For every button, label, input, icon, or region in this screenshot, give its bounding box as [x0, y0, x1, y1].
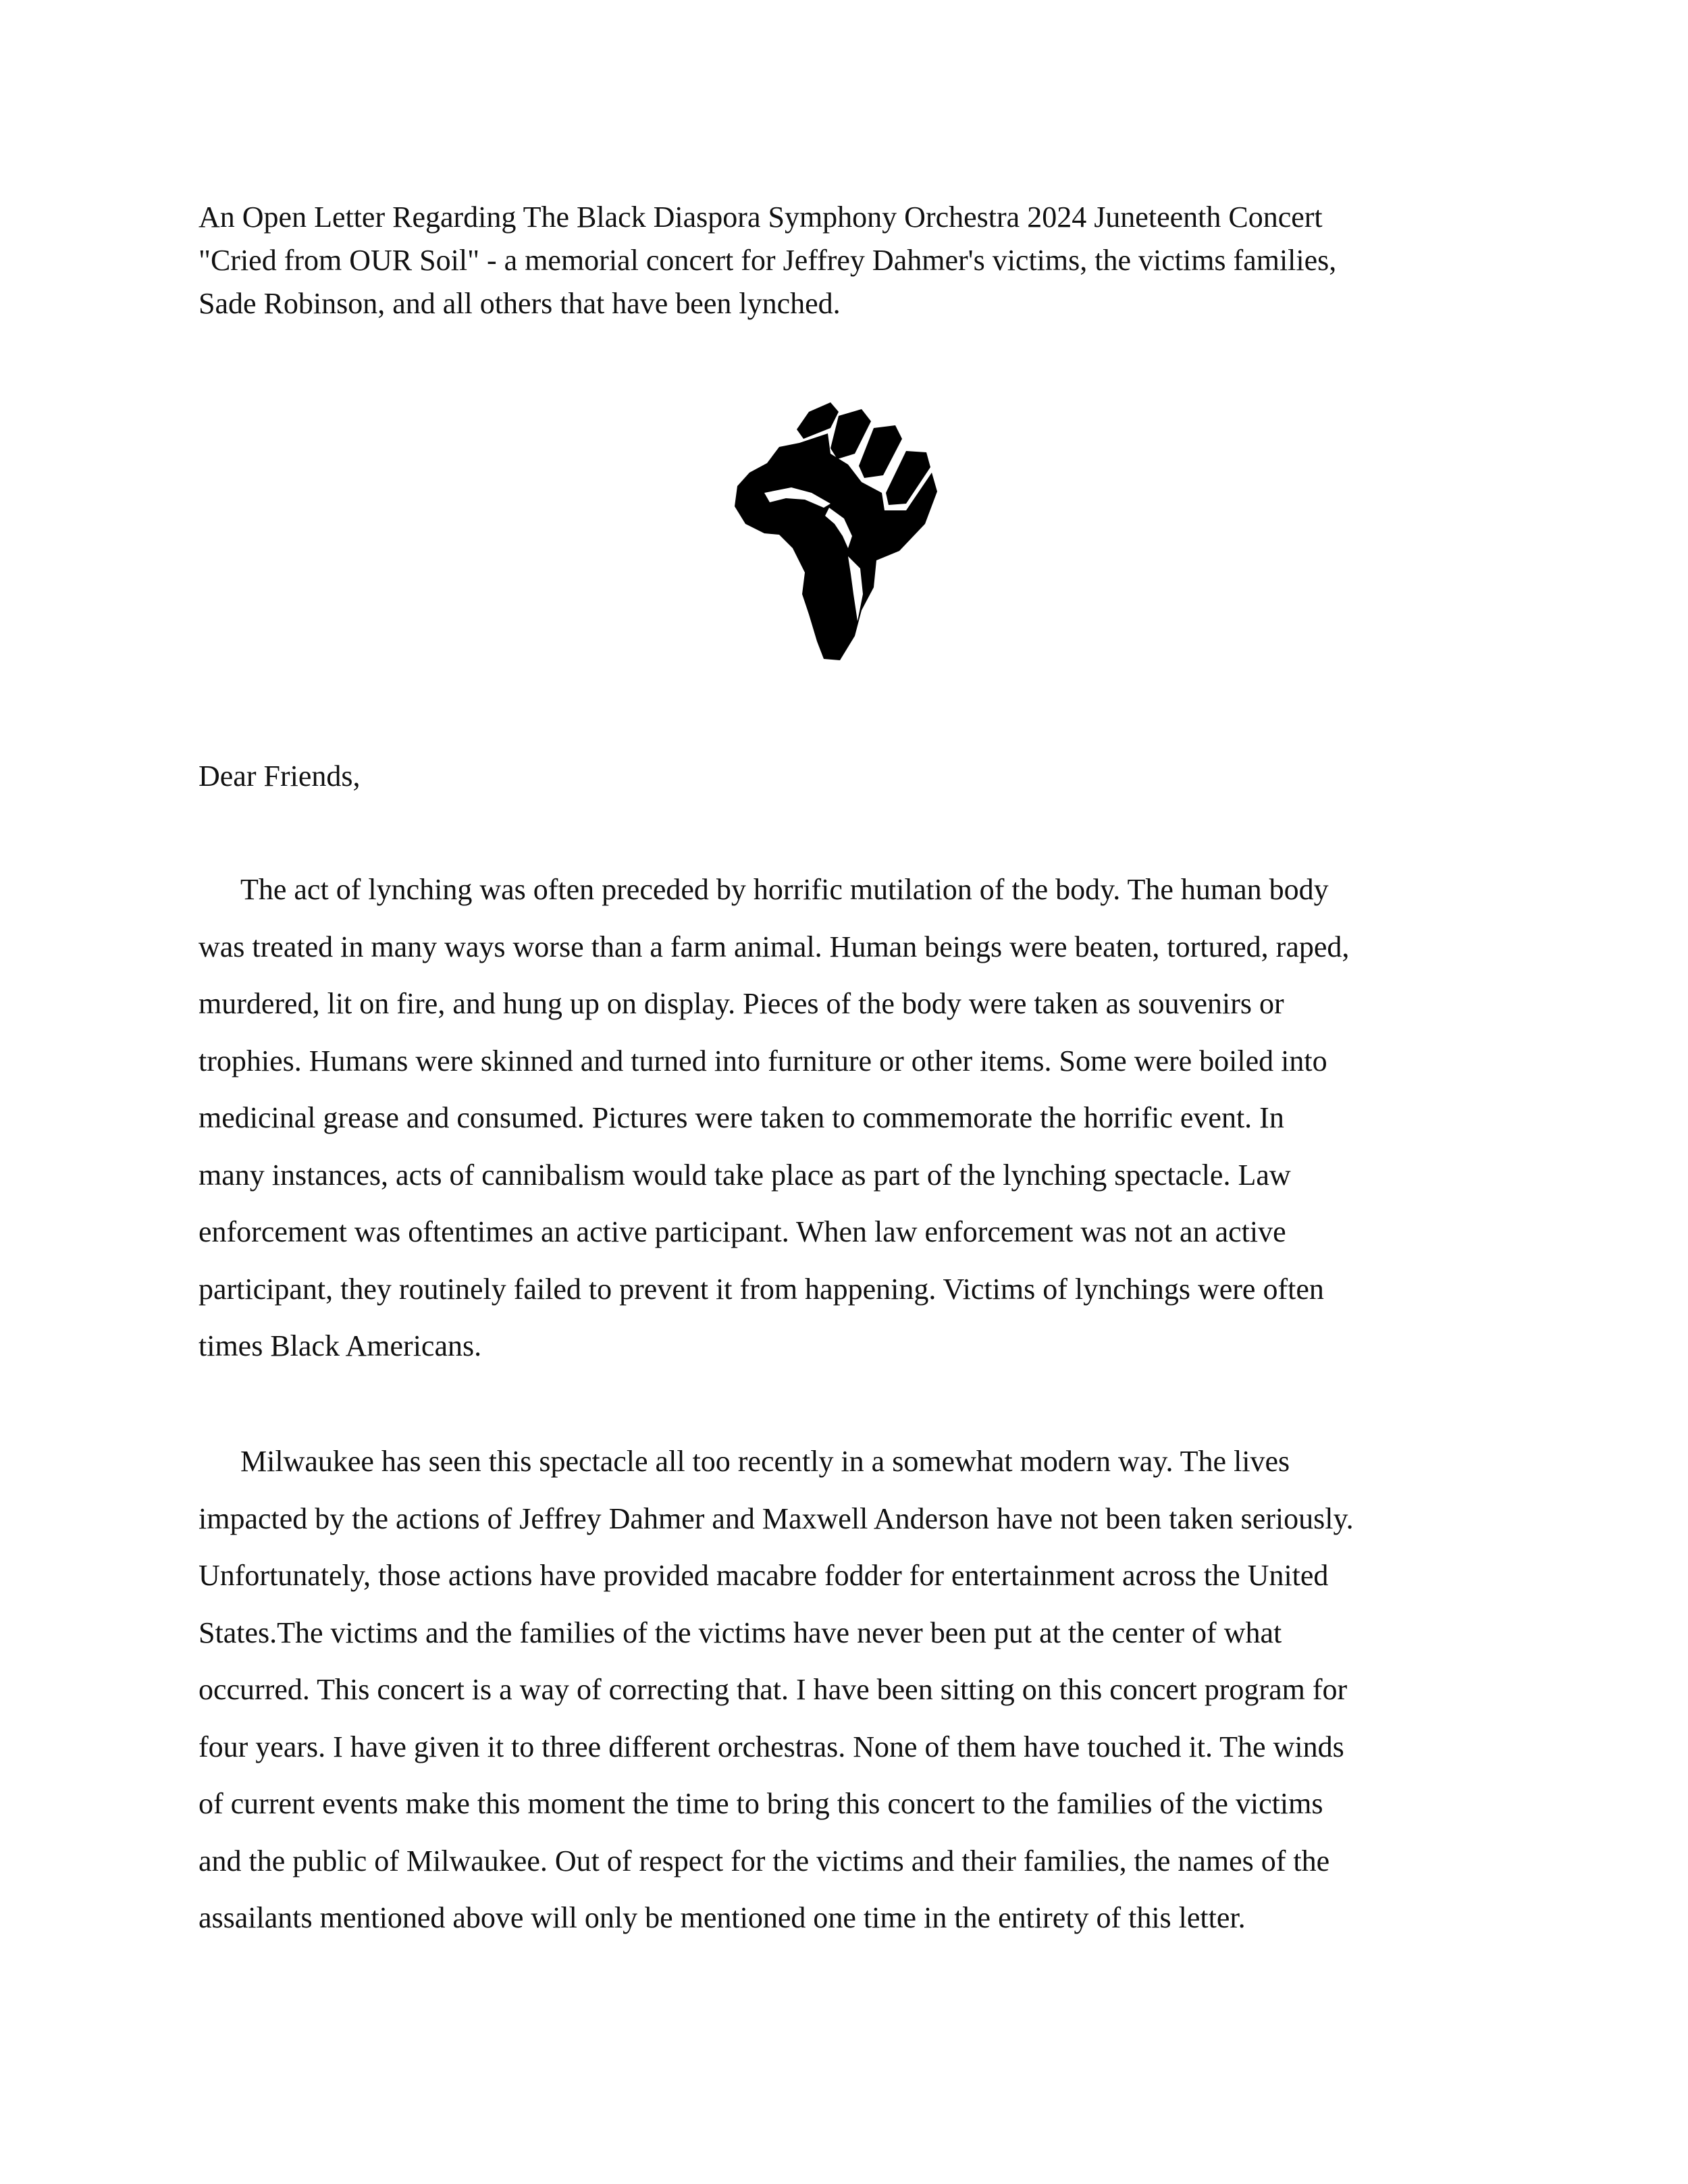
paragraph-lynching-history [199, 861, 1515, 1375]
paragraph-line: four years. I have given it to three different orchestras. None of them have touched it. The winds [199, 1730, 1344, 1763]
paragraph-line: participant, they routinely failed to prevent it from happening. Victims of lynchings were often [199, 1272, 1324, 1306]
header-line: "Cried from OUR Soil" - a memorial concert for Jeffrey Dahmer's victims, the victims families, [199, 244, 1337, 277]
salutation: Dear Friends, [199, 760, 361, 793]
paragraph-line: and the public of Milwaukee. Out of respect for the victims and their families, the names of the [199, 1844, 1330, 1877]
paragraph-line: assailants mentioned above will only be mentioned one time in the entirety of this letter. [199, 1901, 1246, 1934]
paragraph-milwaukee [199, 1433, 1515, 1947]
raised-fist-africa-icon [729, 392, 959, 662]
paragraph-line: many instances, acts of cannibalism would take place as part of the lynching spectacle. Law [199, 1158, 1291, 1192]
paragraph-line: impacted by the actions of Jeffrey Dahmer and Maxwell Anderson have not been taken seriously. [199, 1501, 1354, 1535]
paragraph-line: enforcement was oftentimes an active participant. When law enforcement was not an active [199, 1215, 1286, 1248]
paragraph-line: Unfortunately, those actions have provided macabre fodder for entertainment across the United [199, 1559, 1329, 1592]
paragraph-line: States.The victims and the families of the victims have never been put at the center of what [199, 1616, 1282, 1649]
paragraph-line: occurred. This concert is a way of correcting that. I have been sitting on this concert program for [199, 1673, 1348, 1706]
paragraph-line: medicinal grease and consumed. Pictures were taken to commemorate the horrific event. In [199, 1101, 1284, 1134]
paragraph-line: Milwaukee has seen this spectacle all too recently in a somewhat modern way. The lives [240, 1445, 1290, 1478]
paragraph-line: trophies. Humans were skinned and turned into furniture or other items. Some were boiled into [199, 1044, 1327, 1077]
paragraph-line: was treated in many ways worse than a farm animal. Human beings were beaten, tortured, raped, [199, 930, 1350, 963]
paragraph-line: murdered, lit on fire, and hung up on display. Pieces of the body were taken as souvenirs or [199, 987, 1284, 1020]
paragraph-line: times Black Americans. [199, 1329, 482, 1362]
letter-header [199, 196, 1515, 325]
paragraph-line: of current events make this moment the time to bring this concert to the families of the victims [199, 1787, 1323, 1820]
header-line: An Open Letter Regarding The Black Diaspora Symphony Orchestra 2024 Juneteenth Concert [199, 201, 1323, 234]
header-line: Sade Robinson, and all others that have been lynched. [199, 287, 841, 320]
paragraph-line: The act of lynching was often preceded by horrific mutilation of the body. The human body [240, 873, 1329, 906]
